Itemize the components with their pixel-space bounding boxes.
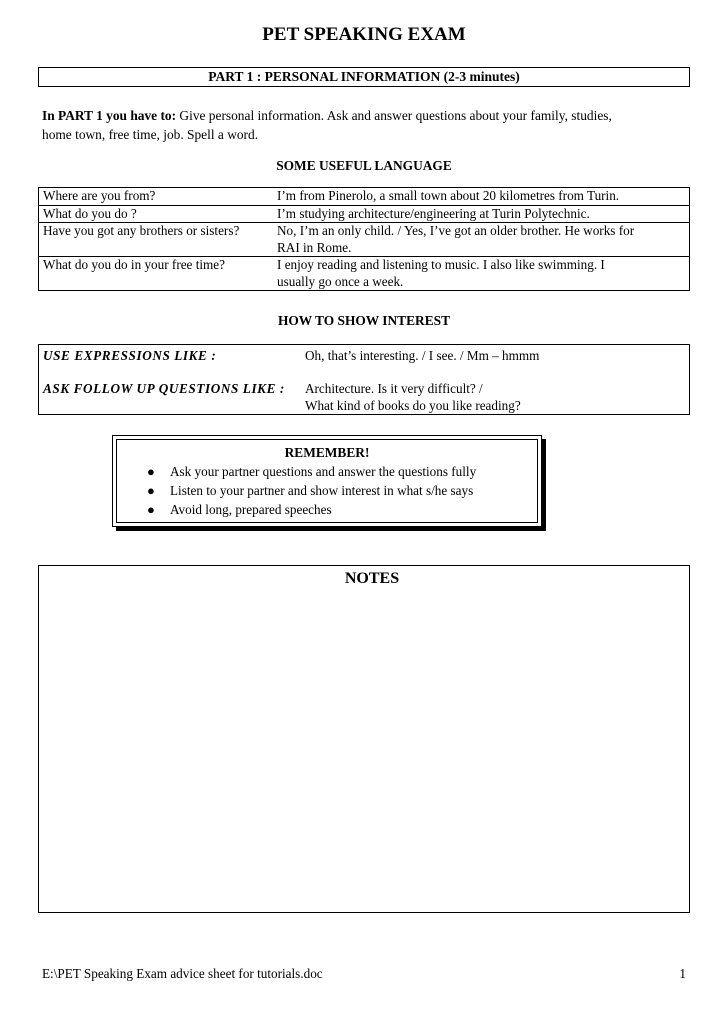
answer-line: No, I’m an only child. / Yes, I’ve got an older brother. He works for [277, 223, 635, 238]
useful-language-table [38, 187, 690, 291]
remember-list [113, 462, 476, 519]
table-row [39, 205, 690, 223]
question-cell: What do you do ? [39, 205, 272, 223]
remember-box [112, 435, 542, 527]
answer-line: I’m from Pinerolo, a small town about 20 kilometres from Turin. [277, 188, 620, 203]
table-row [39, 188, 690, 206]
part-title-box: PART 1 : PERSONAL INFORMATION (2-3 minutes) [38, 67, 690, 87]
useful-language-heading: SOME USEFUL LANGUAGE [276, 158, 452, 173]
footer-filename: E:\PET Speaking Exam advice sheet for tutorials.doc [42, 966, 323, 981]
followup-label: ASK FOLLOW UP QUESTIONS LIKE : [43, 381, 285, 396]
list-item [113, 500, 476, 519]
followup-line-1: Architecture. Is it very difficult? / [305, 381, 483, 396]
table-row [39, 223, 690, 257]
page-number: 1 [679, 966, 686, 981]
show-interest-heading: HOW TO SHOW INTEREST [277, 313, 451, 328]
table-row [39, 257, 690, 291]
remember-item-text: Avoid long, prepared speeches [170, 502, 332, 517]
remember-title: REMEMBER! [284, 445, 370, 460]
question-cell: What do you do in your free time? [39, 257, 272, 291]
remember-item-text: Ask your partner questions and answer the questions fully [170, 464, 477, 479]
page-title: PET SPEAKING EXAM [262, 24, 466, 45]
answer-cell [271, 257, 690, 291]
intro-line-2: home town, free time, job. Spell a word. [42, 127, 259, 142]
list-item [113, 462, 476, 481]
followup-line-2: What kind of books do you like reading? [305, 398, 521, 413]
page-footer [42, 966, 686, 982]
expressions-text: Oh, that’s interesting. / I see. / Mm – hmmm [305, 348, 540, 363]
answer-line: RAI in Rome. [277, 239, 352, 255]
answer-cell [271, 205, 690, 223]
intro-lead: In PART 1 you have to: [42, 108, 177, 123]
list-item [113, 481, 476, 500]
remember-item-text: Listen to your partner and show interest in what s/he says [170, 483, 474, 498]
bullet-icon: ● [147, 464, 155, 479]
question-cell: Have you got any brothers or sisters? [39, 223, 272, 257]
bullet-icon: ● [147, 483, 155, 498]
answer-cell [271, 188, 690, 206]
answer-line: I’m studying architecture/engineering at Turin Polytechnic. [277, 205, 590, 221]
expressions-label: USE EXPRESSIONS LIKE : [43, 348, 217, 363]
show-interest-box [38, 344, 690, 415]
answer-cell [271, 223, 690, 257]
intro-line-1: Give personal information. Ask and answer questions about your family, studies, [176, 108, 612, 123]
intro-paragraph [42, 106, 682, 144]
answer-line: usually go once a week. [277, 273, 404, 289]
answer-line: I enjoy reading and listening to music. I also like swimming. I [277, 257, 605, 272]
question-cell: Where are you from? [39, 188, 272, 206]
bullet-icon: ● [147, 502, 155, 517]
notes-box[interactable] [38, 565, 690, 913]
notes-title: NOTES [344, 570, 400, 587]
